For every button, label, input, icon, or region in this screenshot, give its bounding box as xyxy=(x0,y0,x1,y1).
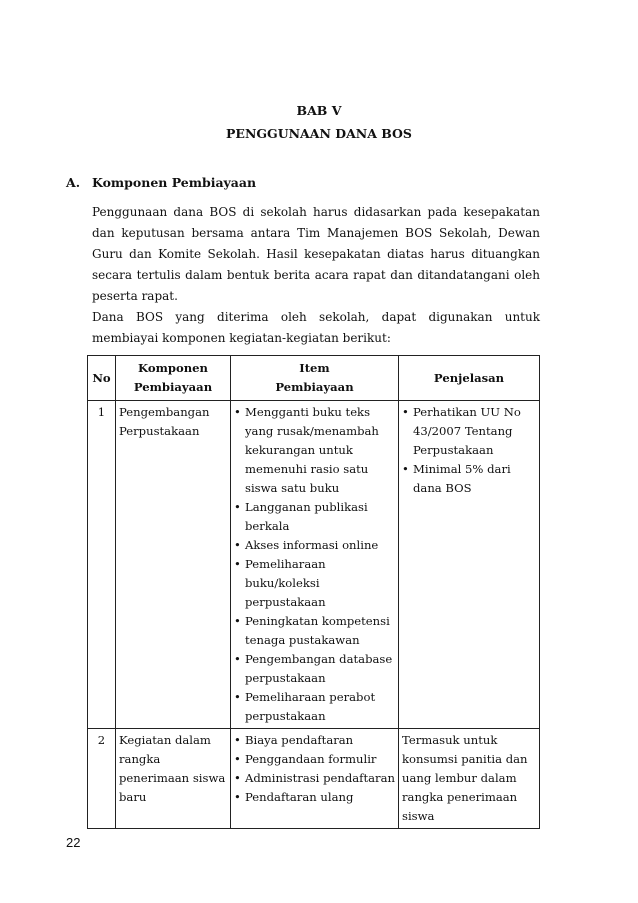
row-2-komponen: Kegiatan dalam rangka penerimaan siswa baru xyxy=(116,729,231,829)
row-1-komponen: Pengembangan Perpustakaan xyxy=(116,401,231,729)
chapter-title: PENGGUNAAN DANA BOS xyxy=(226,126,412,141)
list-item: • Langganan publikasi berkala xyxy=(234,498,395,536)
table-header-row xyxy=(88,356,540,401)
header-komponen-line1: Komponen xyxy=(138,361,208,375)
chapter-label: BAB V xyxy=(296,103,342,118)
list-item: • Perhatikan UU No 43/2007 Tentang Perpustakaan xyxy=(402,403,536,460)
header-komponen xyxy=(116,356,231,401)
page-number: 22 xyxy=(66,835,81,850)
header-item-line2: Pembiayaan xyxy=(275,380,354,394)
row-1-penjelasan xyxy=(399,401,540,729)
paragraph-2: Dana BOS yang diterima oleh sekolah, dapat digunakan untuk membiayai komponen kegiatan-kegiatan berikut: xyxy=(92,310,540,345)
list-item: • Pemeliharaan buku/koleksi perpustakaan xyxy=(234,555,395,612)
section-heading xyxy=(66,175,256,190)
list-item: • Pendaftaran ulang xyxy=(234,788,395,807)
paragraph-1: Penggunaan dana BOS di sekolah harus didasarkan pada kesepakatan dan keputusan bersama antara Tim Manajemen BOS Sekolah, Dewan Guru dan Komite Sekolah. Hasil kesepakatan diatas harus dituangkan secara tertulis dalam bentuk berita acara rapat dan ditandatangani oleh peserta rapat. xyxy=(92,205,540,303)
list-item: • Akses informasi online xyxy=(234,536,395,555)
table-row xyxy=(88,729,540,829)
list-item: • Pemeliharaan perabot perpustakaan xyxy=(234,688,395,726)
header-no: No xyxy=(88,356,116,401)
header-komponen-line2: Pembiayaan xyxy=(133,380,213,394)
header-item-line1: Item xyxy=(299,361,330,375)
list-item: • Pengembangan database perpustakaan xyxy=(234,650,395,688)
row-2-penjelasan: Termasuk untuk konsumsi panitia dan uang lembur dalam rangka penerimaan siswa xyxy=(399,729,540,829)
list-item: • Minimal 5% dari dana BOS xyxy=(402,460,536,498)
list-item: • Penggandaan formulir xyxy=(234,750,395,769)
row-2-no: 2 xyxy=(88,729,116,829)
list-item: • Biaya pendaftaran xyxy=(234,731,395,750)
header-penjelasan: Penjelasan xyxy=(399,356,540,401)
header-item xyxy=(231,356,399,401)
row-1-items xyxy=(231,401,399,729)
list-item: • Peningkatan kompetensi tenaga pustakawan xyxy=(234,612,395,650)
row-2-items xyxy=(231,729,399,829)
section-title: Komponen Pembiayaan xyxy=(92,175,257,190)
table-row xyxy=(88,401,540,729)
row-1-no: 1 xyxy=(88,401,116,729)
budget-components-table xyxy=(87,355,540,829)
list-item: • Mengganti buku teks yang rusak/menambah kekurangan untuk memenuhi rasio satu siswa satu buku xyxy=(234,403,395,498)
list-item: • Administrasi pendaftaran xyxy=(234,769,395,788)
section-letter: A. xyxy=(66,175,81,190)
